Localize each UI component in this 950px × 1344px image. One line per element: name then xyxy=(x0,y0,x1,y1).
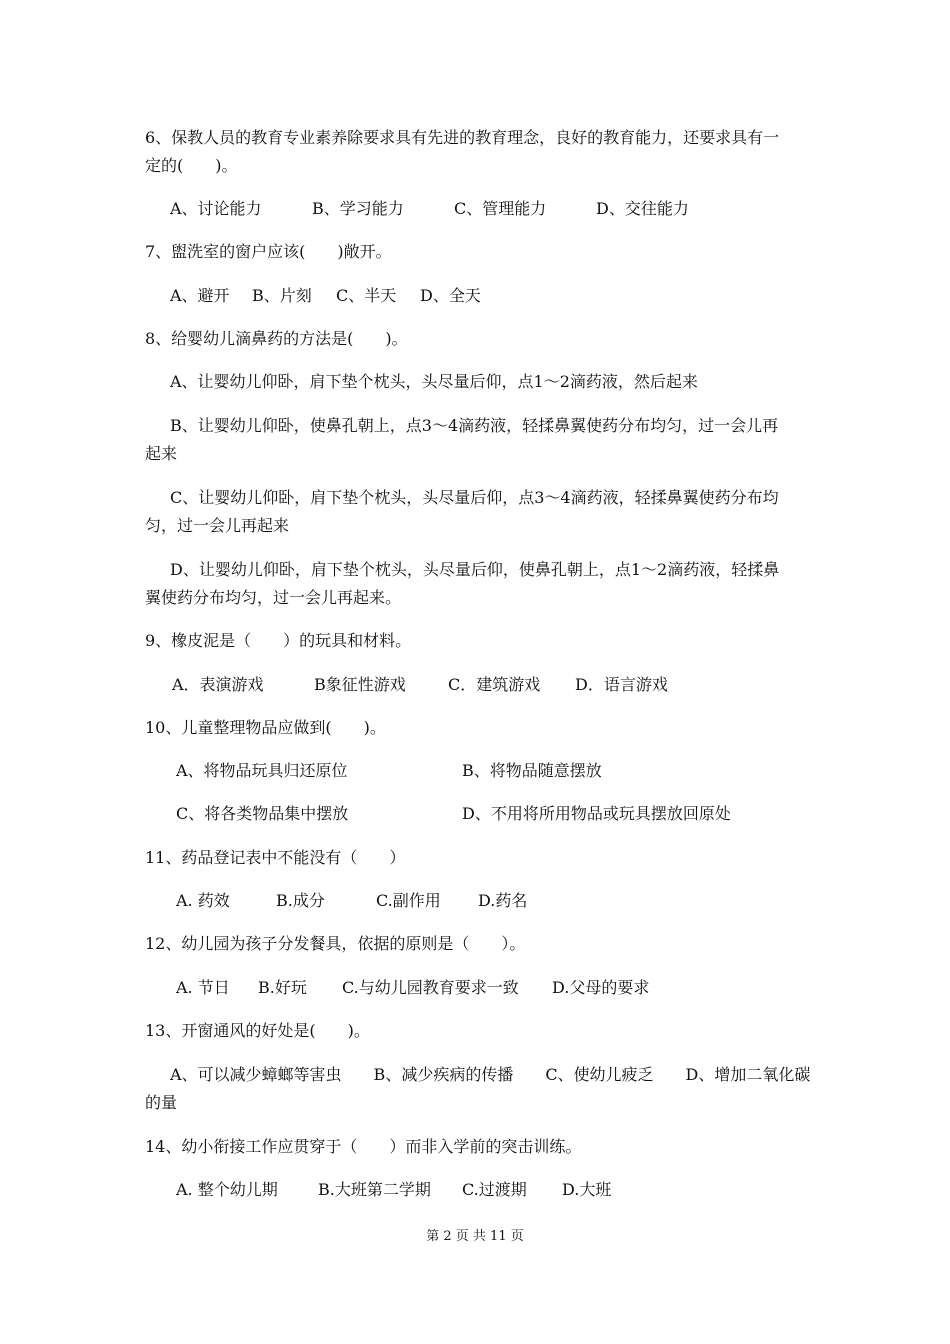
question-12-option-c: C.与幼儿园教育要求一致 xyxy=(342,978,519,997)
question-14-option-d: D.大班 xyxy=(562,1180,612,1199)
page-number-footer: 第 2 页 共 11 页 xyxy=(426,1229,524,1244)
question-9-option-d: D．语言游戏 xyxy=(575,675,668,694)
question-14-option-c: C.过渡期 xyxy=(462,1180,527,1199)
question-7-option-d: D、全天 xyxy=(420,286,481,305)
question-10-option-a: A、将物品玩具归还原位 xyxy=(176,761,348,780)
question-10-option-c: C、将各类物品集中摆放 xyxy=(176,804,349,823)
question-13-stem: 13、开窗通风的好处是( )。 xyxy=(145,1021,370,1040)
question-6-option-b: B、学习能力 xyxy=(312,199,404,218)
question-10-option-b: B、将物品随意摆放 xyxy=(462,761,602,780)
question-9-stem: 9、橡皮泥是（ ）的玩具和材料。 xyxy=(145,631,412,650)
question-11-option-d: D.药名 xyxy=(478,891,528,910)
question-9-option-b: B象征性游戏 xyxy=(314,675,406,694)
question-6-stem-line-1: 6、保教人员的教育专业素养除要求具有先进的教育理念，良好的教育能力，还要求具有一 xyxy=(145,128,780,147)
question-6-stem-line-2: 定的( )。 xyxy=(145,156,238,175)
question-7-option-a: A、避开 xyxy=(170,286,230,305)
question-6-option-c: C、管理能力 xyxy=(454,199,547,218)
question-11-option-b: B.成分 xyxy=(276,891,325,910)
question-13-options-line-2: 的量 xyxy=(145,1093,178,1112)
question-12-option-b: B.好玩 xyxy=(258,978,307,997)
question-11-option-c: C.副作用 xyxy=(376,891,441,910)
question-11-stem: 11、药品登记表中不能没有（ ） xyxy=(145,848,406,867)
question-8-option-b-line-2: 起来 xyxy=(145,444,178,463)
question-12-option-d: D.父母的要求 xyxy=(552,978,650,997)
question-13-options-line-1: A、可以减少蟑螂等害虫 B、减少疾病的传播 C、使幼儿疲乏 D、增加二氧化碳 xyxy=(170,1065,811,1084)
question-7-option-b: B、片刻 xyxy=(252,286,312,305)
question-9-option-c: C．建筑游戏 xyxy=(448,675,541,694)
question-8-stem: 8、给婴幼儿滴鼻药的方法是( )。 xyxy=(145,329,408,348)
question-8-option-d-line-1: D、让婴幼儿仰卧，肩下垫个枕头，头尽量后仰，使鼻孔朝上，点1～2滴药液，轻揉鼻 xyxy=(170,560,780,579)
question-14-option-b: B.大班第二学期 xyxy=(318,1180,431,1199)
question-8-option-c-line-1: C、让婴幼儿仰卧，肩下垫个枕头，头尽量后仰，点3～4滴药液，轻揉鼻翼使药分布均 xyxy=(170,488,779,507)
question-8-option-d-line-2: 翼使药分布均匀，过一会儿再起来。 xyxy=(145,588,402,607)
question-8-option-b-line-1: B、让婴幼儿仰卧，使鼻孔朝上，点3～4滴药液，轻揉鼻翼使药分布均匀，过一会儿再 xyxy=(170,416,779,435)
question-6-option-a: A、讨论能力 xyxy=(170,199,262,218)
question-9-option-a: A．表演游戏 xyxy=(172,675,264,694)
question-11-option-a: A. 药效 xyxy=(176,891,230,910)
question-8-option-a: A、让婴幼儿仰卧，肩下垫个枕头，头尽量后仰，点1～2滴药液，然后起来 xyxy=(170,372,698,391)
question-14-stem: 14、幼小衔接工作应贯穿于（ ）而非入学前的突击训练。 xyxy=(145,1137,582,1156)
question-10-option-d: D、不用将所用物品或玩具摆放回原处 xyxy=(462,804,731,823)
question-7-option-c: C、半天 xyxy=(336,286,397,305)
question-8-option-c-line-2: 匀，过一会儿再起来 xyxy=(145,516,290,535)
question-12-stem: 12、幼儿园为孩子分发餐具，依据的原则是（ ）。 xyxy=(145,934,526,953)
question-10-stem: 10、儿童整理物品应做到( )。 xyxy=(145,718,386,737)
question-14-option-a: A. 整个幼儿期 xyxy=(176,1180,278,1199)
question-12-option-a: A. 节日 xyxy=(176,978,230,997)
question-7-stem: 7、盥洗室的窗户应该( )敞开。 xyxy=(145,242,392,261)
question-6-option-d: D、交往能力 xyxy=(596,199,689,218)
